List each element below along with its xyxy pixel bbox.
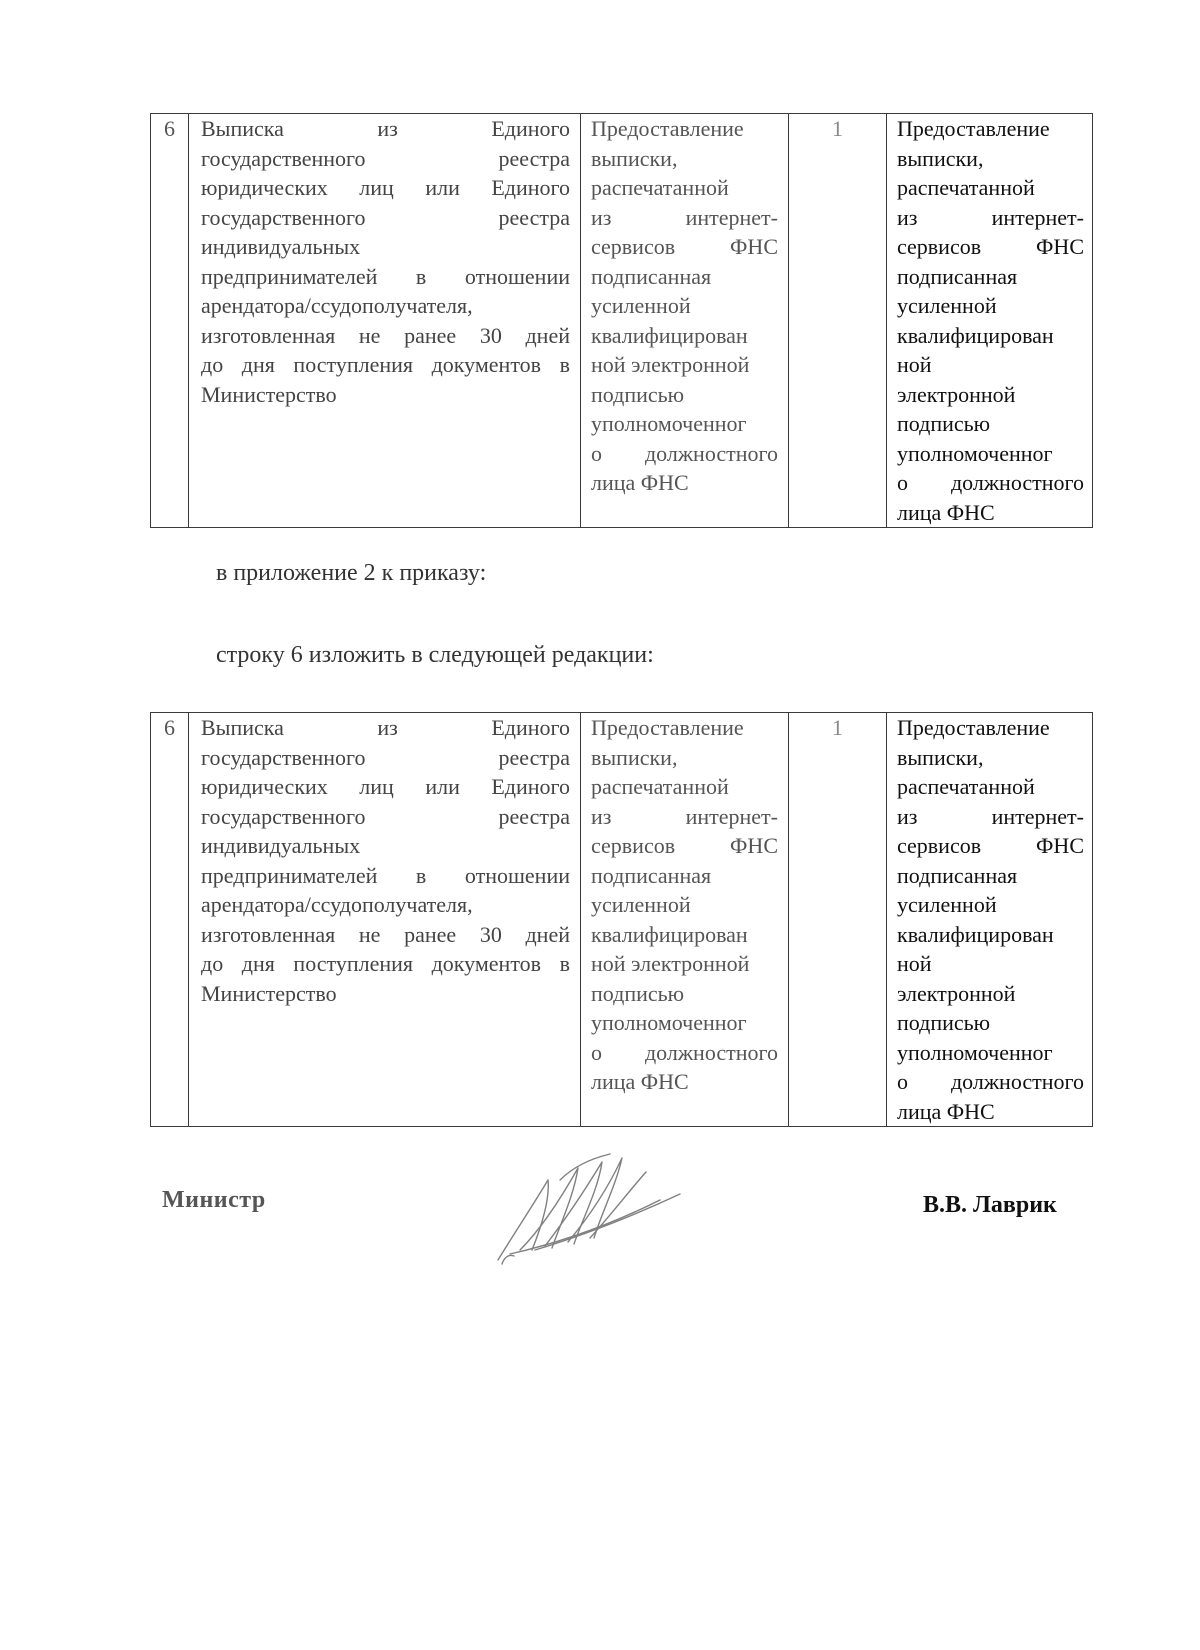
description-line: государственного реестра [201, 803, 570, 829]
provision-bold-line: сервисов ФНС [897, 833, 1084, 858]
provision-line: подписанная [591, 263, 712, 289]
description-line: индивидуальных [201, 234, 361, 259]
provision-bold-line: подписанная [897, 862, 1018, 888]
provision-line: о должностного [591, 1039, 778, 1065]
provision-bold-line: из интернет- [897, 204, 1084, 230]
provision-bold-line: ной [897, 352, 932, 377]
table-row [151, 114, 1093, 528]
provision-line: распечатанной [591, 175, 729, 200]
provision-line: из интернет- [591, 803, 778, 829]
provision-bold-line: о должностного [897, 1069, 1084, 1094]
description-line: арендатора/ссудополучателя, [201, 293, 473, 318]
provision-bold-line: о должностного [897, 470, 1084, 495]
provision-bold-line: усиленной [897, 892, 997, 917]
provision-line: сервисов ФНС [591, 833, 778, 858]
provision-bold-line: электронной [897, 381, 1016, 407]
row-number: 6 [151, 713, 189, 1127]
provision-bold-line: подписью [897, 1010, 991, 1035]
provision-method [581, 114, 789, 528]
provision-bold-line: Предоставление [897, 715, 1050, 740]
paragraph-appendix: в приложение 2 к приказу: [216, 560, 487, 586]
provision-line: уполномоченног [591, 1010, 747, 1035]
table-new-row [150, 712, 1093, 1127]
quantity: 1 [789, 713, 887, 1127]
description-line: индивидуальных [201, 833, 361, 858]
document-description [189, 713, 581, 1127]
provision-line: лица ФНС [591, 1069, 689, 1094]
provision-bold-line: сервисов ФНС [897, 234, 1084, 259]
quantity: 1 [789, 114, 887, 528]
provision-bold-line: уполномоченног [897, 440, 1053, 466]
provision-bold-line: распечатанной [897, 774, 1035, 799]
description-line: предпринимателей в отношении [201, 263, 570, 289]
provision-line: подписанная [591, 862, 712, 888]
provision-bold-line: лица ФНС [897, 1098, 995, 1124]
row-number: 6 [151, 114, 189, 528]
handwritten-signature-icon [490, 1150, 690, 1270]
provision-line: лица ФНС [591, 470, 689, 495]
description-line: Выписка из Единого [201, 715, 570, 740]
provision-line: о должностного [591, 440, 778, 466]
provision-bold-line: электронной [897, 980, 1016, 1006]
table-row [151, 713, 1093, 1127]
description-line: юридических лиц или Единого [201, 774, 570, 799]
provision-bold-line: квалифицирован [897, 921, 1054, 947]
description-line: предпринимателей в отношении [201, 862, 570, 888]
description-line: арендатора/ссудополучателя, [201, 892, 473, 917]
description-line: государственного реестра [201, 744, 570, 770]
description-line: Министерство [201, 381, 337, 407]
document-description [189, 114, 581, 528]
provision-bold-line: подписью [897, 411, 991, 436]
provision-line: квалифицирован [591, 322, 748, 348]
provision-line: усиленной [591, 892, 691, 917]
description-line: государственного реестра [201, 204, 570, 230]
provision-line: Предоставление [591, 715, 744, 740]
provision-line: подписью [591, 381, 685, 407]
paragraph-row-instruction: строку 6 изложить в следующей редакции: [216, 642, 654, 668]
provision-method-bold [887, 114, 1093, 528]
signer-title: Министр [162, 1187, 266, 1213]
provision-bold-line: выписки, [897, 145, 984, 171]
provision-bold-line: лица ФНС [897, 499, 995, 525]
provision-bold-line: ной [897, 951, 932, 976]
description-line: государственного реестра [201, 145, 570, 171]
provision-bold-line: уполномоченног [897, 1039, 1053, 1065]
provision-line: выписки, [591, 744, 678, 770]
provision-bold-line: подписанная [897, 263, 1018, 289]
description-line: Выписка из Единого [201, 116, 570, 141]
provision-line: усиленной [591, 293, 691, 318]
provision-line: ной электронной [591, 352, 750, 377]
provision-method-bold [887, 713, 1093, 1127]
provision-bold-line: Предоставление [897, 116, 1050, 141]
provision-bold-line: квалифицирован [897, 322, 1054, 348]
provision-line: уполномоченног [591, 411, 747, 436]
description-line: до дня поступления документов в [201, 951, 570, 976]
provision-line: сервисов ФНС [591, 234, 778, 259]
description-line: изготовленная не ранее 30 дней [201, 322, 570, 348]
description-line: изготовленная не ранее 30 дней [201, 921, 570, 947]
provision-bold-line: распечатанной [897, 175, 1035, 200]
provision-line: выписки, [591, 145, 678, 171]
provision-bold-line: усиленной [897, 293, 997, 318]
provision-line: ной электронной [591, 951, 750, 976]
description-line: до дня поступления документов в [201, 352, 570, 377]
provision-bold-line: выписки, [897, 744, 984, 770]
description-line: Министерство [201, 980, 337, 1006]
provision-bold-line: из интернет- [897, 803, 1084, 829]
table-original-row [150, 113, 1093, 528]
provision-line: распечатанной [591, 774, 729, 799]
provision-line: квалифицирован [591, 921, 748, 947]
provision-line: подписью [591, 980, 685, 1006]
description-line: юридических лиц или Единого [201, 175, 570, 200]
provision-line: из интернет- [591, 204, 778, 230]
provision-method [581, 713, 789, 1127]
signer-name: В.В. Лаврик [923, 1192, 1057, 1218]
provision-line: Предоставление [591, 116, 744, 141]
